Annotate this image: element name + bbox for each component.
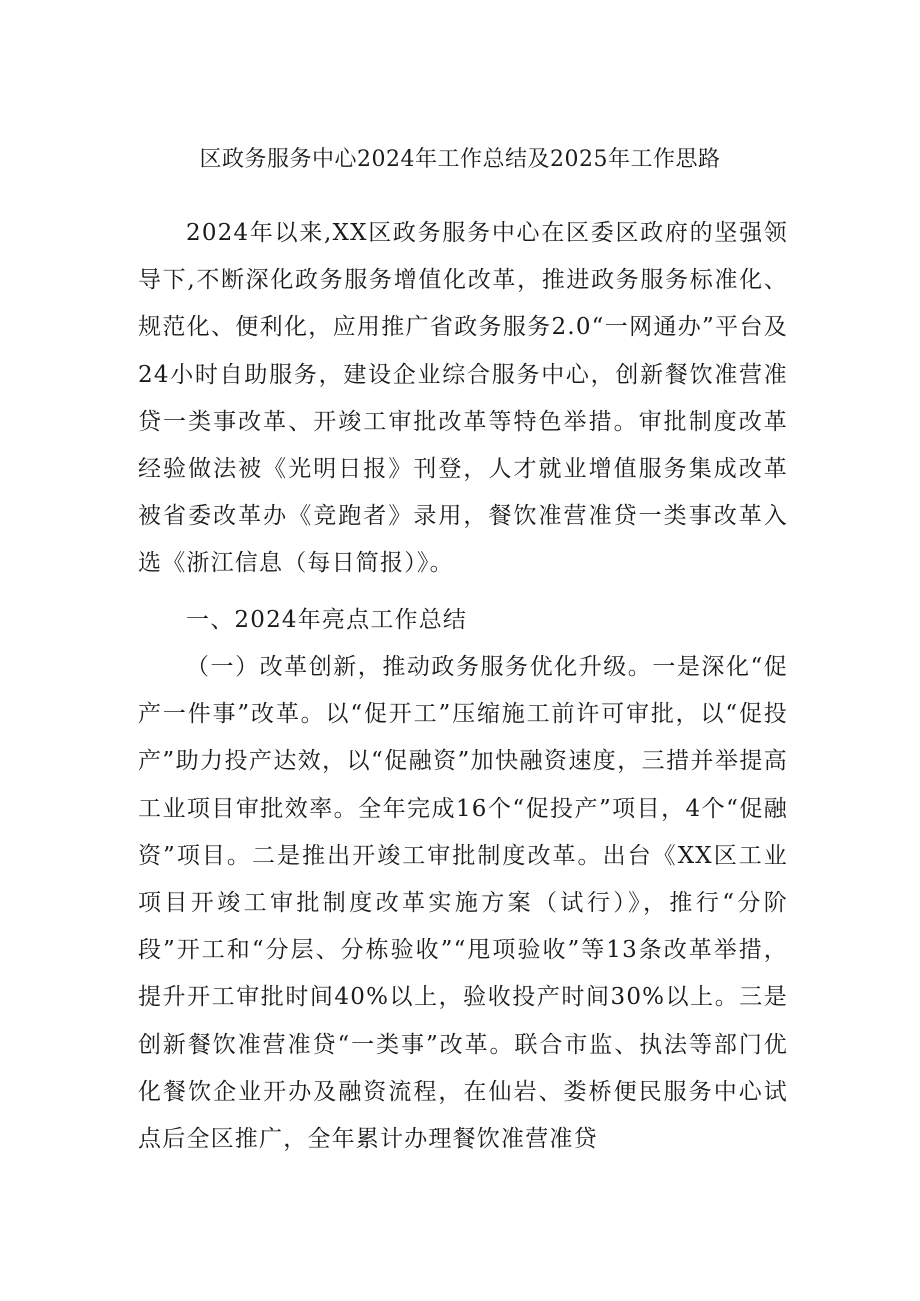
- intro-paragraph-block: [138, 210, 788, 588]
- section-paragraph: （一）改革创新，推动政务服务优化升级。一是深化“促产一件事”改革。以“促开工”压缩施工前许可审批，以“促投产”助力投产达效，以“促融资”加快融资速度，三措并举提高工业项目审批效率。全年完成16个“促投产”项目，4个“促融资”项目。二是推出开竣工审批制度改革。出台《XX区工业项目开竣工审批制度改革实施方案（试行）》，推行“分阶段”开工和“分层、分栋验收”“甩项验收”等13条改革举措，提升开工审批时间40%以上，验收投产时间30%以上。三是创新餐饮准营准贷“一类事”改革。联合市监、执法等部门优化餐饮企业开办及融资流程，在仙岩、娄桥便民服务中心试点后全区推广，全年累计办理餐饮准营准贷: [138, 654, 788, 1153]
- section-paragraph-block: [138, 644, 788, 1163]
- intro-paragraph: 2024年以来,XX区政务服务中心在区委区政府的坚强领导下,不断深化政务服务增值化改革，推进政务服务标准化、规范化、便利化，应用推广省政务服务2.0“一网通办”平台及24小时自助服务，建设企业综合服务中心，创新餐饮准营准贷一类事改革、开竣工审批改革等特色举措。审批制度改革经验做法被《光明日报》刊登，人才就业增值服务集成改革被省委改革办《竞跑者》录用，餐饮准营准贷一类事改革入选《浙江信息（每日简报）》。: [138, 220, 788, 577]
- section-heading: 一、2024年亮点工作总结: [186, 607, 468, 633]
- document-title: 区政务服务中心2024年工作总结及2025年工作思路: [199, 147, 721, 172]
